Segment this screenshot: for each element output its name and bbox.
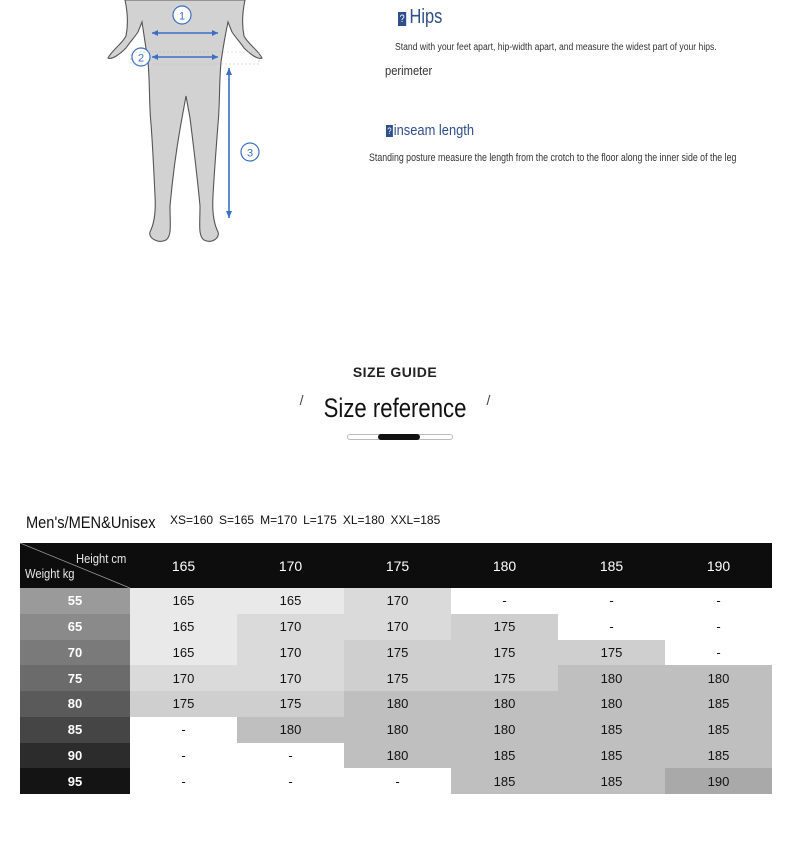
table-row (20, 717, 772, 743)
weight-cell: 55 (20, 588, 130, 614)
arrow-head-icon (226, 68, 232, 75)
size-cell: 185 (558, 717, 665, 743)
body-silhouette (108, 0, 262, 241)
inseam-badge-icon: ? (387, 126, 392, 136)
size-cell: 180 (558, 691, 665, 717)
category-label: Men's/MEN&Unisex (26, 513, 156, 532)
size-cell: 180 (665, 665, 772, 691)
size-cell: - (558, 614, 665, 640)
size-cell: 180 (451, 691, 558, 717)
size-cell: 180 (344, 691, 451, 717)
size-cell: 170 (237, 640, 344, 666)
size-cell: 190 (665, 768, 772, 794)
corner-height-label: Height cm (76, 551, 127, 566)
table-row (20, 768, 772, 794)
weight-cell: 75 (20, 665, 130, 691)
weight-cell: 80 (20, 691, 130, 717)
size-cell: 175 (237, 691, 344, 717)
size-cell: - (451, 588, 558, 614)
size-cell: - (130, 717, 237, 743)
size-map-item: S=165 (219, 513, 255, 527)
table-row (20, 743, 772, 769)
size-cell: 175 (451, 665, 558, 691)
table-header-row (20, 543, 772, 588)
size-reference-title: Size reference (323, 393, 467, 423)
corner-weight-label: Weight kg (25, 566, 75, 581)
marker-3-label: 3 (246, 147, 254, 160)
size-cell: 170 (130, 665, 237, 691)
table-row (20, 640, 772, 666)
size-cell: 185 (665, 691, 772, 717)
size-cell: 185 (665, 717, 772, 743)
weight-cell: 85 (20, 717, 130, 743)
size-reference-heading (0, 392, 790, 424)
height-header: 185 (558, 543, 665, 588)
table-row (20, 665, 772, 691)
weight-cell: 90 (20, 743, 130, 769)
size-cell: - (665, 588, 772, 614)
size-cell: - (130, 743, 237, 769)
size-cell: - (344, 768, 451, 794)
size-map (170, 513, 446, 527)
slash-right: / (486, 392, 491, 408)
size-cell: - (665, 640, 772, 666)
size-cell: 180 (558, 665, 665, 691)
size-cell: 165 (130, 588, 237, 614)
size-cell: 185 (665, 743, 772, 769)
marker-2-label: 2 (137, 52, 145, 65)
size-cell: 175 (451, 640, 558, 666)
hips-heading (398, 6, 442, 29)
size-guide-label: SIZE GUIDE (352, 364, 438, 380)
size-cell: 170 (344, 588, 451, 614)
size-cell: 175 (451, 614, 558, 640)
size-table (20, 543, 772, 794)
hips-title: Hips (409, 6, 443, 28)
size-cell: 180 (237, 717, 344, 743)
table-row (20, 588, 772, 614)
size-cell: 175 (558, 640, 665, 666)
size-cell: - (665, 614, 772, 640)
marker-1-label: 1 (178, 10, 186, 23)
size-cell: 185 (451, 768, 558, 794)
inseam-description: Standing posture measure the length from the crotch to the floor along the inner side of the leg (369, 152, 737, 164)
size-cell: 175 (344, 640, 451, 666)
height-header: 170 (237, 543, 344, 588)
size-cell: - (237, 768, 344, 794)
size-cell: - (237, 743, 344, 769)
size-cell: - (130, 768, 237, 794)
height-header: 180 (451, 543, 558, 588)
size-map-item: XL=180 (342, 513, 385, 527)
size-cell: 175 (344, 665, 451, 691)
size-cell: 185 (558, 743, 665, 769)
hips-description: Stand with your feet apart, hip-width apart, and measure the widest part of your hips. (395, 42, 717, 53)
size-map-item: XXL=185 (390, 513, 441, 527)
inseam-title: inseam length (393, 122, 475, 139)
size-cell: 180 (344, 717, 451, 743)
table-corner-cell (20, 543, 130, 588)
size-cell: 185 (451, 743, 558, 769)
height-header: 175 (344, 543, 451, 588)
hips-badge-icon: ? (399, 13, 405, 25)
size-cell: 170 (237, 614, 344, 640)
hips-description-continued: perimeter (385, 63, 433, 78)
size-cell: 170 (344, 614, 451, 640)
weight-cell: 70 (20, 640, 130, 666)
body-measurement-figure (100, 0, 280, 250)
table-row (20, 691, 772, 717)
size-cell: 180 (344, 743, 451, 769)
title-underline-fill (378, 434, 420, 440)
slash-left: / (299, 392, 304, 408)
table-row (20, 614, 772, 640)
size-cell: 165 (130, 640, 237, 666)
size-cell: - (558, 588, 665, 614)
size-cell: 165 (130, 614, 237, 640)
height-header: 190 (665, 543, 772, 588)
inseam-heading (386, 122, 474, 139)
weight-cell: 65 (20, 614, 130, 640)
size-map-item: M=170 (260, 513, 298, 527)
weight-cell: 95 (20, 768, 130, 794)
height-header: 165 (130, 543, 237, 588)
size-cell: 185 (558, 768, 665, 794)
size-map-item: XS=160 (170, 513, 214, 527)
size-cell: 170 (237, 665, 344, 691)
size-cell: 180 (451, 717, 558, 743)
arrow-head-icon (226, 211, 232, 218)
size-map-item: L=175 (303, 513, 337, 527)
size-cell: 175 (130, 691, 237, 717)
size-cell: 165 (237, 588, 344, 614)
